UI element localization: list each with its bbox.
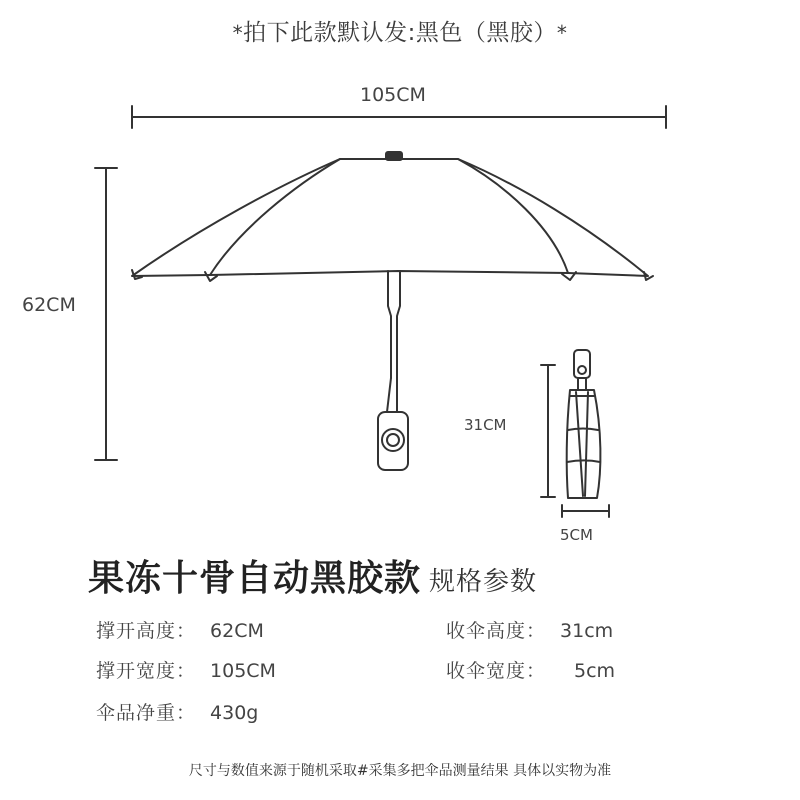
umbrella-canopy-icon — [132, 152, 653, 281]
spec-open-height — [96, 616, 264, 643]
spec-folded-height — [446, 616, 613, 643]
spec-value: 430g — [210, 702, 259, 724]
open-height-label: 62CM — [22, 294, 76, 316]
spec-title — [88, 550, 537, 601]
folded-height-label: 31CM — [464, 416, 507, 434]
width-dimension-line — [132, 106, 666, 128]
spec-value: 105CM — [210, 660, 276, 682]
spec-open-width — [96, 656, 276, 683]
folded-height-dimension-line — [541, 365, 555, 497]
spec-label: 撑开高度： — [96, 620, 197, 642]
spec-value: 5cm — [574, 660, 616, 682]
folded-umbrella-icon — [567, 350, 601, 498]
open-width-label: 105CM — [360, 84, 426, 106]
measurement-disclaimer: 尺寸与数值来源于随机采取#采集多把伞品测量结果 具体以实物为准 — [188, 763, 612, 779]
spec-label: 收伞宽度： — [446, 660, 547, 682]
spec-value: 31cm — [560, 620, 614, 642]
folded-width-label: 5CM — [560, 526, 593, 544]
spec-title-main: 果冻十骨自动黑胶款 — [88, 558, 422, 599]
note-text: 拍下此款默认发:黑色（黑胶） — [243, 20, 557, 46]
spec-title-sub: 规格参数 — [429, 567, 538, 597]
note-star-left: * — [232, 21, 244, 45]
umbrella-handle-icon — [378, 271, 408, 470]
spec-label: 收伞高度： — [446, 620, 547, 642]
spec-net-weight — [96, 698, 258, 725]
height-dimension-line — [95, 168, 117, 460]
note-star-right: * — [556, 21, 568, 45]
folded-width-dimension-line — [562, 505, 609, 517]
spec-label: 撑开宽度： — [96, 660, 197, 682]
spec-folded-width — [446, 656, 615, 683]
spec-value: 62CM — [210, 620, 264, 642]
spec-label: 伞品净重： — [96, 702, 197, 724]
